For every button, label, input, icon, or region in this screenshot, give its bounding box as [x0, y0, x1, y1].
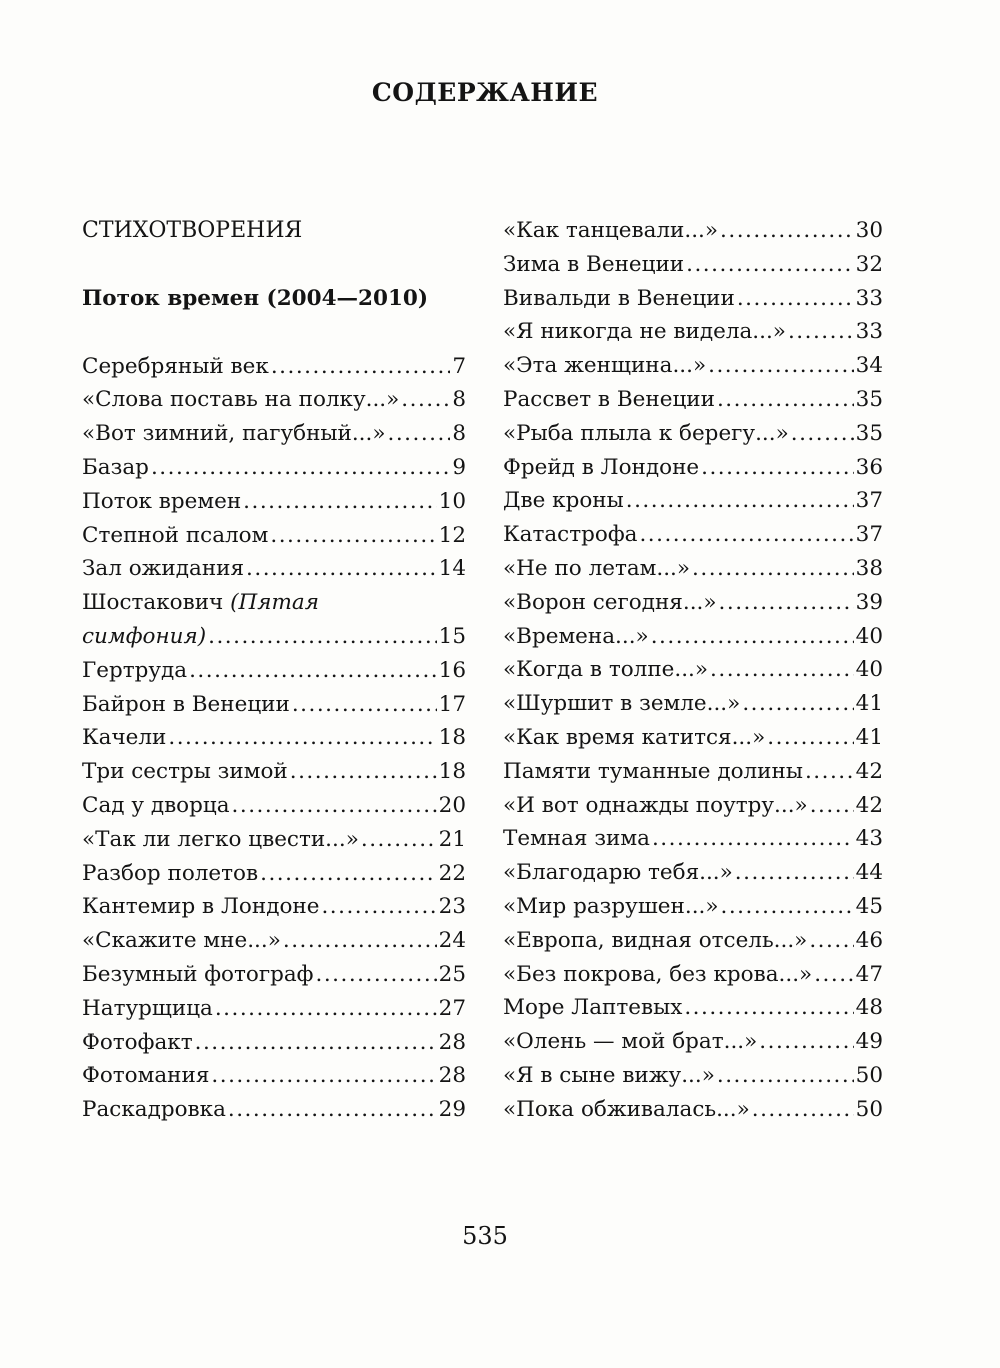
entry-page: 41	[855, 691, 883, 717]
toc-entry	[82, 1026, 466, 1060]
entry-title: «Мир разрушен...»	[503, 893, 719, 919]
toc-entry	[82, 552, 466, 586]
entry-title: Памяти туманные долины	[503, 758, 803, 784]
dot-leader	[283, 924, 437, 958]
entry-page: 33	[855, 285, 883, 311]
toc-entry	[82, 721, 466, 755]
entry-page: 14	[438, 556, 466, 582]
entry-title: Степной псалом	[82, 522, 269, 548]
dot-leader	[361, 823, 437, 857]
entry-title: Серебряный век	[82, 353, 269, 379]
entry-page: 25	[438, 961, 466, 987]
entry-page: 42	[855, 792, 883, 818]
entry-page: 32	[855, 251, 883, 277]
toc-entry	[82, 890, 466, 924]
dot-leader	[742, 687, 853, 721]
dot-leader	[719, 586, 854, 620]
entry-title: Байрон в Венеции	[82, 691, 290, 717]
entry-title: Базар	[82, 454, 149, 480]
entry-page: 44	[855, 860, 883, 886]
dot-leader	[652, 822, 854, 856]
subsection-heading: Поток времен (2004—2010)	[82, 285, 429, 311]
entry-page: 36	[855, 454, 883, 480]
entry-page: 17	[438, 691, 466, 717]
toc-entry	[503, 991, 883, 1025]
dot-leader	[211, 1059, 436, 1093]
entry-title: «Когда в толпе...»	[503, 657, 709, 683]
page-title: СОДЕРЖАНИЕ	[371, 78, 599, 107]
toc-entry	[503, 315, 883, 349]
entry-title: «Вот зимний, пагубный...»	[82, 421, 386, 447]
entry-title: «Слова поставь на полку...»	[82, 387, 400, 413]
entry-title: Рассвет в Венеции	[503, 386, 715, 412]
dot-leader	[814, 958, 853, 992]
toc-entry	[503, 924, 883, 958]
dot-leader	[246, 552, 437, 586]
entry-page: 7	[452, 353, 466, 379]
dot-leader	[701, 451, 854, 485]
toc-entry	[503, 789, 883, 823]
dot-leader	[189, 654, 437, 688]
toc-entry	[82, 383, 466, 417]
toc-entry	[503, 890, 883, 924]
entry-title: «Как танцевали...»	[503, 218, 719, 243]
entry-title: Море Лаптевых	[503, 995, 683, 1021]
toc-entry	[82, 789, 466, 823]
dot-leader	[292, 688, 437, 722]
entry-title: Вивальди в Венеции	[503, 285, 735, 311]
entry-page: 20	[438, 792, 466, 818]
dot-leader	[788, 315, 854, 349]
toc-entry	[503, 518, 883, 552]
entry-page: 40	[855, 657, 883, 683]
entry-page: 33	[855, 319, 883, 345]
dot-leader	[215, 992, 437, 1026]
toc-right-column	[503, 214, 883, 1127]
section-heading: СТИХОТВОРЕНИЯ	[82, 218, 303, 243]
dot-leader	[717, 1059, 854, 1093]
toc-entry	[82, 417, 466, 451]
entry-title: «Я никогда не видела...»	[503, 319, 786, 345]
entry-title: Кантемир в Лондоне	[82, 894, 320, 920]
entry-title: «Ворон сегодня...»	[503, 589, 717, 615]
entry-page: 37	[855, 522, 883, 548]
toc-entry	[82, 485, 466, 519]
dot-leader	[721, 890, 854, 924]
dot-leader	[737, 282, 854, 316]
toc-entry	[82, 924, 466, 958]
toc-entry	[503, 653, 883, 687]
entry-title: Две кроны	[503, 488, 624, 514]
dot-leader	[626, 484, 854, 518]
toc-list-left	[82, 350, 466, 1127]
entry-page: 48	[855, 995, 883, 1021]
dot-leader	[752, 1093, 854, 1127]
toc-entry	[503, 856, 883, 890]
entry-page: 38	[855, 555, 883, 581]
entry-page: 35	[855, 420, 883, 446]
entry-title: «Времена...»	[503, 623, 649, 649]
toc-entry	[82, 451, 466, 485]
toc-entry	[503, 484, 883, 518]
toc-entry	[82, 1059, 466, 1093]
toc-entry	[82, 586, 466, 620]
entry-title: Фрейд в Лондоне	[503, 454, 700, 480]
entry-title: Шостакович	[82, 590, 231, 616]
entry-page: 50	[855, 1062, 883, 1088]
dot-leader	[651, 620, 854, 654]
entry-title: «Без покрова, без крова...»	[503, 961, 813, 987]
entry-title: Раскадровка	[82, 1097, 226, 1123]
toc-entry	[503, 248, 883, 282]
entry-page: 24	[438, 928, 466, 954]
dot-leader	[692, 552, 854, 586]
dot-leader	[809, 924, 853, 958]
entry-title: «Олень — мой брат...»	[503, 1029, 758, 1055]
dot-leader	[290, 755, 437, 789]
entry-title: «Так ли легко цвести...»	[82, 826, 359, 852]
entry-title: «Я в сыне вижу...»	[503, 1062, 715, 1088]
toc-entry	[503, 1059, 883, 1093]
entry-title: Катастрофа	[503, 522, 638, 548]
entry-title: Зал ожидания	[82, 556, 245, 582]
entry-title-italic: симфония)	[82, 623, 207, 649]
entry-title: «Рыба плыла к берегу...»	[503, 420, 789, 446]
entry-page: 30	[855, 218, 883, 243]
entry-page: 15	[438, 623, 466, 649]
toc-entry	[82, 688, 466, 722]
entry-title: Фотофакт	[82, 1029, 193, 1055]
toc-entry	[82, 992, 466, 1026]
entry-page: 23	[438, 894, 466, 920]
toc-list-right	[503, 214, 883, 1127]
entry-title: Зима в Венеции	[503, 251, 685, 277]
toc-entry	[503, 552, 883, 586]
entry-title: «Пока обживалась...»	[503, 1096, 750, 1122]
toc-entry	[82, 519, 466, 553]
toc-entry	[503, 958, 883, 992]
toc-entry	[503, 1025, 883, 1059]
entry-title: «Эта женщина...»	[503, 353, 707, 379]
entry-title: Сад у дворца	[82, 792, 230, 818]
dot-leader	[228, 1093, 437, 1127]
dot-leader	[271, 350, 451, 384]
dot-leader	[759, 1025, 853, 1059]
entry-page: 28	[438, 1063, 466, 1089]
toc-entry	[82, 1093, 466, 1127]
toc-entry	[503, 417, 883, 451]
toc-entry	[82, 654, 466, 688]
entry-title-italic: (Пятая	[230, 590, 319, 616]
dot-leader	[270, 519, 436, 553]
toc-entry	[503, 1093, 883, 1127]
entry-page: 42	[855, 758, 883, 784]
entry-page: 8	[452, 421, 466, 447]
entry-page: 16	[438, 657, 466, 683]
entry-page: 18	[438, 725, 466, 751]
entry-page: 9	[452, 454, 466, 480]
entry-page: 28	[438, 1029, 466, 1055]
entry-title: Безумный фотограф	[82, 961, 314, 987]
entry-title: «Благодарю тебя...»	[503, 860, 733, 886]
toc-entry	[503, 822, 883, 856]
dot-leader	[720, 214, 854, 248]
toc-entry	[503, 282, 883, 316]
dot-leader	[684, 991, 853, 1025]
toc-entry	[82, 857, 466, 891]
entry-page: 8	[452, 387, 466, 413]
toc-entry	[503, 349, 883, 383]
entry-page: 39	[855, 589, 883, 615]
toc-entry-continuation	[82, 620, 466, 654]
dot-leader	[151, 451, 450, 485]
entry-title: Три сестры зимой	[82, 759, 288, 785]
toc-entry	[82, 823, 466, 857]
entry-title: «Скажите мне...»	[82, 928, 281, 954]
dot-leader	[321, 890, 436, 924]
entry-page: 18	[438, 759, 466, 785]
entry-title: Гертруда	[82, 657, 188, 683]
dot-leader	[195, 1026, 437, 1060]
dot-leader	[168, 721, 436, 755]
dot-leader	[243, 485, 436, 519]
dot-leader	[735, 856, 854, 890]
entry-page: 49	[855, 1029, 883, 1055]
toc-entry	[82, 755, 466, 789]
toc-entry	[82, 958, 466, 992]
entry-page: 27	[438, 995, 466, 1021]
entry-title: Поток времен	[82, 488, 242, 514]
entry-page: 37	[855, 488, 883, 514]
entry-page: 29	[438, 1097, 466, 1123]
dot-leader	[686, 248, 854, 282]
page-number: 535	[462, 1222, 508, 1250]
entry-title: «Как время катится...»	[503, 724, 766, 750]
dot-leader	[810, 789, 854, 823]
entry-title: Качели	[82, 725, 167, 751]
entry-page: 41	[855, 724, 883, 750]
toc-entry	[503, 687, 883, 721]
entry-title: Темная зима	[503, 826, 650, 852]
entry-title: «Шуршит в земле...»	[503, 691, 741, 717]
toc-entry	[503, 721, 883, 755]
entry-page: 35	[855, 386, 883, 412]
dot-leader	[805, 755, 854, 789]
entry-page: 46	[855, 927, 883, 953]
entry-page: 47	[855, 961, 883, 987]
dot-leader	[767, 721, 853, 755]
toc-entry	[503, 620, 883, 654]
entry-title: «Европа, видная отсель...»	[503, 927, 808, 953]
entry-title: «И вот однажды поутру...»	[503, 792, 808, 818]
dot-leader	[208, 620, 437, 654]
dot-leader	[717, 383, 854, 417]
dot-leader	[401, 383, 450, 417]
dot-leader	[232, 789, 437, 823]
toc-entry	[503, 214, 883, 248]
toc-entry	[503, 383, 883, 417]
entry-page: 34	[855, 353, 883, 379]
entry-title: Разбор полетов	[82, 860, 259, 886]
dot-leader	[710, 653, 854, 687]
toc-entry	[503, 755, 883, 789]
dot-leader	[708, 349, 854, 383]
entry-page: 21	[438, 826, 466, 852]
toc-entry	[503, 586, 883, 620]
entry-page: 22	[438, 860, 466, 886]
dot-leader	[260, 857, 437, 891]
entry-page: 45	[855, 893, 883, 919]
dot-leader	[316, 958, 437, 992]
entry-page: 43	[855, 826, 883, 852]
toc-left-column	[82, 214, 466, 1127]
entry-title: Натурщица	[82, 995, 213, 1021]
entry-page: 50	[855, 1096, 883, 1122]
dot-leader	[791, 417, 854, 451]
entry-page: 12	[438, 522, 466, 548]
toc-entry	[503, 451, 883, 485]
entry-page: 10	[438, 488, 466, 514]
entry-page: 40	[855, 623, 883, 649]
entry-title: Фотомания	[82, 1063, 210, 1089]
dot-leader	[388, 417, 451, 451]
dot-leader	[639, 518, 853, 552]
entry-title: «Не по летам...»	[503, 555, 691, 581]
toc-entry	[82, 350, 466, 384]
